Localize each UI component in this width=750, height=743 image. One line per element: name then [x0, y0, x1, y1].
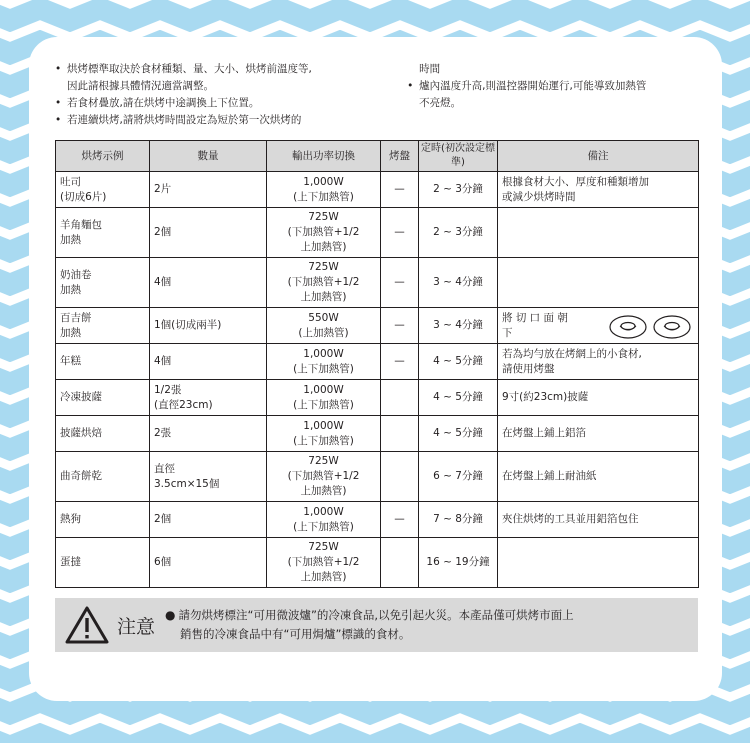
bullet-icon: • — [55, 63, 62, 75]
note-item-continuation — [407, 61, 696, 78]
cell-power — [267, 172, 381, 208]
cell-tray: — — [381, 308, 419, 344]
table-row — [56, 452, 699, 502]
table-row — [56, 380, 699, 416]
header-tray: 烤盤 — [381, 141, 419, 172]
cell-example — [56, 502, 150, 538]
cell-quantity-line: 2個 — [154, 226, 172, 238]
cell-example-line: 加熱 — [60, 283, 81, 296]
cell-power — [267, 308, 381, 344]
cell-example-line: 羊角麵包 — [60, 218, 102, 231]
cell-power-line: 725W — [308, 541, 339, 553]
caution-text — [165, 606, 574, 644]
cell-power-line: (上下加熱管) — [293, 190, 354, 203]
cell-example — [56, 416, 150, 452]
cell-note-line: 下 — [502, 326, 513, 339]
note-item-continuation — [407, 95, 696, 112]
cell-example-line: 曲奇餅乾 — [60, 470, 102, 482]
cell-tray: — — [381, 344, 419, 380]
cell-power — [267, 452, 381, 502]
cell-quantity — [150, 380, 267, 416]
caution-bullet-icon: ● — [165, 608, 176, 622]
cell-power-line: 上加熱管) — [300, 571, 347, 583]
cell-example-line: 吐司 — [60, 175, 81, 188]
cell-tray — [381, 380, 419, 416]
cell-power-line: 上加熱管) — [300, 241, 347, 253]
cell-example-line: 熱狗 — [60, 513, 81, 525]
table-row — [56, 344, 699, 380]
cell-power-line: 上加熱管) — [300, 485, 347, 497]
table-row — [56, 416, 699, 452]
cell-power-line: (下加熱管+1/2 — [287, 470, 360, 482]
cell-time: 3 ~ 4分鐘 — [419, 258, 498, 308]
cell-note-line: 在烤盤上鋪上耐油紙 — [502, 470, 597, 482]
cell-quantity-line: 1個(切成兩半) — [154, 319, 222, 331]
cell-quantity-line: 2個 — [154, 513, 172, 525]
cell-quantity-line: 直徑 — [154, 462, 175, 475]
cell-power-line: 725W — [308, 261, 339, 273]
table-body — [56, 172, 699, 588]
cell-tray — [381, 452, 419, 502]
cell-quantity — [150, 208, 267, 258]
note-text: 時間 — [419, 63, 441, 75]
cell-note — [498, 380, 699, 416]
cell-quantity-line: 4個 — [154, 276, 172, 288]
cell-power-line: (上下加熱管) — [293, 434, 354, 447]
cell-power-line: (下加熱管+1/2 — [287, 276, 360, 288]
cell-note-line: 將 切 口 面 朝 — [502, 311, 568, 324]
cell-time: 4 ~ 5分鐘 — [419, 416, 498, 452]
cell-example — [56, 258, 150, 308]
cell-note-line: 9寸(約23cm)披薩 — [502, 391, 589, 403]
cell-example — [56, 344, 150, 380]
cell-time: 3 ~ 4分鐘 — [419, 308, 498, 344]
cell-example — [56, 172, 150, 208]
cell-power — [267, 502, 381, 538]
cell-note-line: 若為均勻放在烤網上的小食材, — [502, 347, 642, 360]
header-quantity: 數量 — [150, 141, 267, 172]
cell-tray: — — [381, 502, 419, 538]
table-row — [56, 208, 699, 258]
cell-example-line: 奶油卷 — [60, 268, 92, 281]
cell-power — [267, 208, 381, 258]
cell-note — [498, 538, 699, 588]
cell-power — [267, 538, 381, 588]
zigzag-stripe — [0, 0, 750, 4]
cell-power-line: (下加熱管+1/2 — [287, 556, 360, 568]
cell-time: 7 ~ 8分鐘 — [419, 502, 498, 538]
bagel-icon — [608, 314, 648, 340]
cell-tray: — — [381, 258, 419, 308]
notes-right-column — [407, 61, 696, 140]
note-text: 若連續烘烤,請將烘烤時間設定為短於第一次烘烤的 — [67, 114, 302, 126]
note-text: 因此請根據具體情況適當調整。 — [67, 80, 214, 92]
bagel-icon — [652, 314, 692, 340]
note-text: 烘烤標準取決於食材種類、量、大小、烘烤前溫度等, — [67, 63, 312, 75]
cell-quantity-line: 1/2張 — [154, 383, 182, 396]
cell-note — [498, 172, 699, 208]
table-row — [56, 172, 699, 208]
cell-note-line: 請使用烤盤 — [502, 362, 555, 375]
cell-power-line: 725W — [308, 455, 339, 467]
note-item — [55, 112, 387, 129]
note-text: 不亮燈。 — [419, 97, 462, 109]
table-row — [56, 502, 699, 538]
zigzag-stripe — [0, 718, 750, 730]
cell-example-line: 蛋撻 — [60, 556, 81, 568]
cell-tray — [381, 538, 419, 588]
header-note: 備注 — [498, 141, 699, 172]
cell-time: 4 ~ 5分鐘 — [419, 344, 498, 380]
cell-note — [498, 344, 699, 380]
cell-power-line: (上下加熱管) — [293, 398, 354, 411]
cell-power — [267, 416, 381, 452]
cell-time: 6 ~ 7分鐘 — [419, 452, 498, 502]
bullet-icon: • — [55, 97, 62, 109]
header-time: 定時(初次設定標準) — [419, 141, 498, 172]
cell-example-line: (切成6片) — [60, 190, 107, 203]
cell-quantity — [150, 502, 267, 538]
cell-tray: — — [381, 208, 419, 258]
cell-power-line: 1,000W — [303, 347, 344, 360]
cell-example — [56, 380, 150, 416]
cell-quantity — [150, 308, 267, 344]
note-text: 爐內溫度升高,則溫控器開始運行,可能導致加熱管 — [419, 80, 647, 92]
cell-example-line: 冷凍披薩 — [60, 391, 102, 403]
cell-quantity — [150, 344, 267, 380]
cell-time: 16 ~ 19分鐘 — [419, 538, 498, 588]
header-power: 輸出功率切換 — [267, 141, 381, 172]
cell-power-line: 1,000W — [303, 505, 344, 518]
cell-power-line: 550W — [308, 311, 339, 324]
header-example: 烘烤示例 — [56, 141, 150, 172]
cell-quantity — [150, 452, 267, 502]
cell-power-line: 1,000W — [303, 175, 344, 188]
baking-table — [55, 140, 699, 588]
cell-example-line: 加熱 — [60, 233, 81, 246]
cell-quantity-line: 4個 — [154, 355, 172, 367]
note-item — [55, 95, 387, 112]
cell-tray: — — [381, 172, 419, 208]
warning-triangle-icon — [65, 606, 109, 644]
caution-label: 注意 — [117, 615, 156, 638]
caution-box — [55, 598, 698, 652]
cell-note-line: 在烤盤上鋪上鋁箔 — [502, 427, 586, 439]
caution-line: 請勿烘烤標注“可用微波爐”的冷凍食品,以免引起火災。本產品僅可烘烤市面上 — [178, 608, 574, 622]
note-text: 若食材疊放,請在烘烤中途調換上下位置。 — [67, 97, 260, 109]
note-item — [407, 78, 696, 95]
cell-power-line: (上下加熱管) — [293, 520, 354, 533]
cell-power-line: 1,000W — [303, 419, 344, 432]
cell-power-line: (上加熱管) — [298, 326, 349, 339]
cell-note-line: 根據食材大小、厚度和種類增加 — [502, 175, 649, 188]
cell-note-line: 夾住烘烤的工具並用鋁箔包住 — [502, 513, 639, 525]
cell-example-line: 加熱 — [60, 326, 81, 339]
cell-tray — [381, 416, 419, 452]
cell-quantity-line: 2張 — [154, 427, 172, 439]
notes-section — [55, 61, 696, 140]
cell-power — [267, 344, 381, 380]
cell-time: 4 ~ 5分鐘 — [419, 380, 498, 416]
cell-example — [56, 452, 150, 502]
cell-power-line: (上下加熱管) — [293, 362, 354, 375]
cell-example — [56, 308, 150, 344]
cell-quantity — [150, 416, 267, 452]
note-item-continuation — [55, 78, 387, 95]
cell-quantity — [150, 538, 267, 588]
cell-note — [498, 502, 699, 538]
table-row — [56, 538, 699, 588]
cell-example — [56, 538, 150, 588]
bullet-icon: • — [407, 80, 414, 92]
notes-left-column — [55, 61, 387, 140]
cell-power-line: 725W — [308, 211, 339, 223]
table-row — [56, 258, 699, 308]
cell-quantity — [150, 172, 267, 208]
cell-quantity-line: 3.5cm×15個 — [154, 477, 220, 490]
cell-note — [498, 208, 699, 258]
zigzag-stripe — [0, 25, 750, 37]
cell-quantity-line: 6個 — [154, 556, 172, 568]
cell-example — [56, 208, 150, 258]
table-row — [56, 308, 699, 344]
cell-note — [498, 308, 699, 344]
cell-note — [498, 416, 699, 452]
cell-note — [498, 452, 699, 502]
cell-note — [498, 258, 699, 308]
cell-power — [267, 380, 381, 416]
cell-power-line: 1,000W — [303, 383, 344, 396]
cell-power-line: (下加熱管+1/2 — [287, 226, 360, 238]
table-header-row — [56, 141, 699, 172]
bagel-illustration — [608, 314, 692, 340]
bullet-icon: • — [55, 114, 62, 126]
cell-quantity-line: (直徑23cm) — [154, 398, 213, 411]
cell-time: 2 ~ 3分鐘 — [419, 208, 498, 258]
cell-note-line: 或減少烘烤時間 — [502, 190, 576, 203]
cell-power — [267, 258, 381, 308]
caution-line: 銷售的冷凍食品中有“可用焗爐”標識的食材。 — [180, 627, 411, 641]
cell-time: 2 ~ 3分鐘 — [419, 172, 498, 208]
cell-example-line: 年糕 — [60, 355, 81, 367]
cell-example-line: 披薩烘焙 — [60, 427, 102, 439]
note-item — [55, 61, 387, 78]
cell-quantity-line: 2片 — [154, 183, 172, 195]
cell-power-line: 上加熱管) — [300, 291, 347, 303]
manual-card — [29, 37, 722, 701]
cell-quantity — [150, 258, 267, 308]
cell-example-line: 百吉餅 — [60, 311, 92, 324]
